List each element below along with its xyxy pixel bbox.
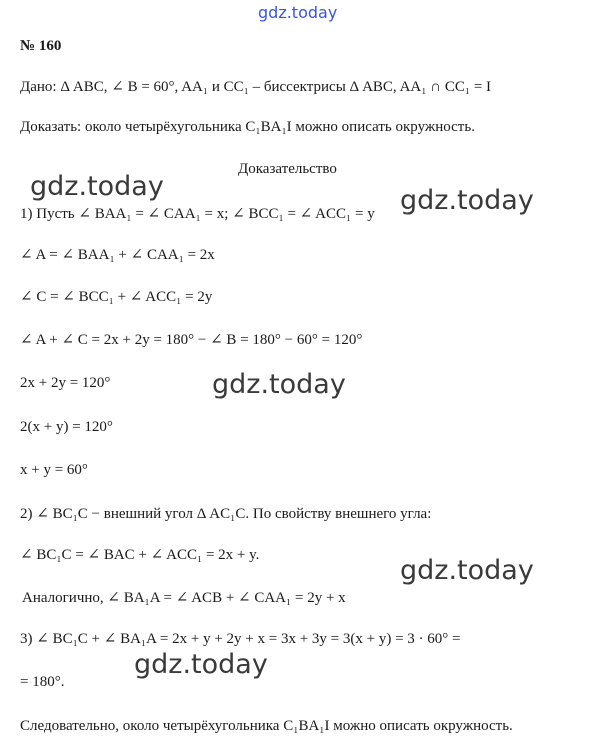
proof-line-1: 1) Пусть ∠ BAA₁ = ∠ CAA₁ = x; ∠ BCC₁ = ∠ ACC₁ = y — [20, 206, 375, 222]
proof-line-9: ∠ BC₁C = ∠ BAC + ∠ ACC₁ = 2x + y. — [20, 547, 260, 563]
given-line: Дано: Δ ABC, ∠ B = 60°, AA₁ и CC₁ – биссектрисы Δ ABC, AA₁ ∩ CC₁ = I — [20, 79, 492, 95]
watermark-1: gdz.today — [30, 171, 164, 202]
proof-line-5: 2x + 2y = 120° — [20, 375, 111, 391]
problem-number: № 160 — [20, 38, 62, 54]
proof-line-4: ∠ A + ∠ C = 2x + 2y = 180° − ∠ B = 180° − 60° = 120° — [20, 332, 363, 348]
prove-line: Доказать: около четырёхугольника C₁BA₁I можно описать окружность. — [20, 119, 475, 135]
proof-heading: Доказательство — [238, 161, 337, 177]
watermark-top: gdz.today — [258, 3, 338, 22]
proof-line-7: x + y = 60° — [20, 462, 88, 478]
proof-line-10: Аналогично, ∠ BA₁A = ∠ ACB + ∠ CAA₁ = 2y + x — [22, 590, 346, 606]
conclusion-line: Следовательно, около четырёхугольника C₁BA₁I можно описать окружность. — [20, 718, 513, 734]
proof-line-8: 2) ∠ BC₁C − внешний угол Δ AC₁C. По свойству внешнего угла: — [20, 506, 432, 522]
watermark-5: gdz.today — [134, 649, 268, 680]
watermark-2: gdz.today — [400, 185, 534, 216]
watermark-3: gdz.today — [212, 369, 346, 400]
proof-line-12: = 180°. — [20, 674, 65, 690]
proof-line-6: 2(x + y) = 120° — [20, 419, 113, 435]
watermark-4: gdz.today — [400, 555, 534, 586]
proof-line-11: 3) ∠ BC₁C + ∠ BA₁A = 2x + y + 2y + x = 3x + 3y = 3(x + y) = 3 · 60° = — [20, 631, 461, 647]
proof-line-3: ∠ C = ∠ BCC₁ + ∠ ACC₁ = 2y — [20, 289, 213, 305]
proof-line-2: ∠ A = ∠ BAA₁ + ∠ CAA₁ = 2x — [20, 247, 215, 263]
